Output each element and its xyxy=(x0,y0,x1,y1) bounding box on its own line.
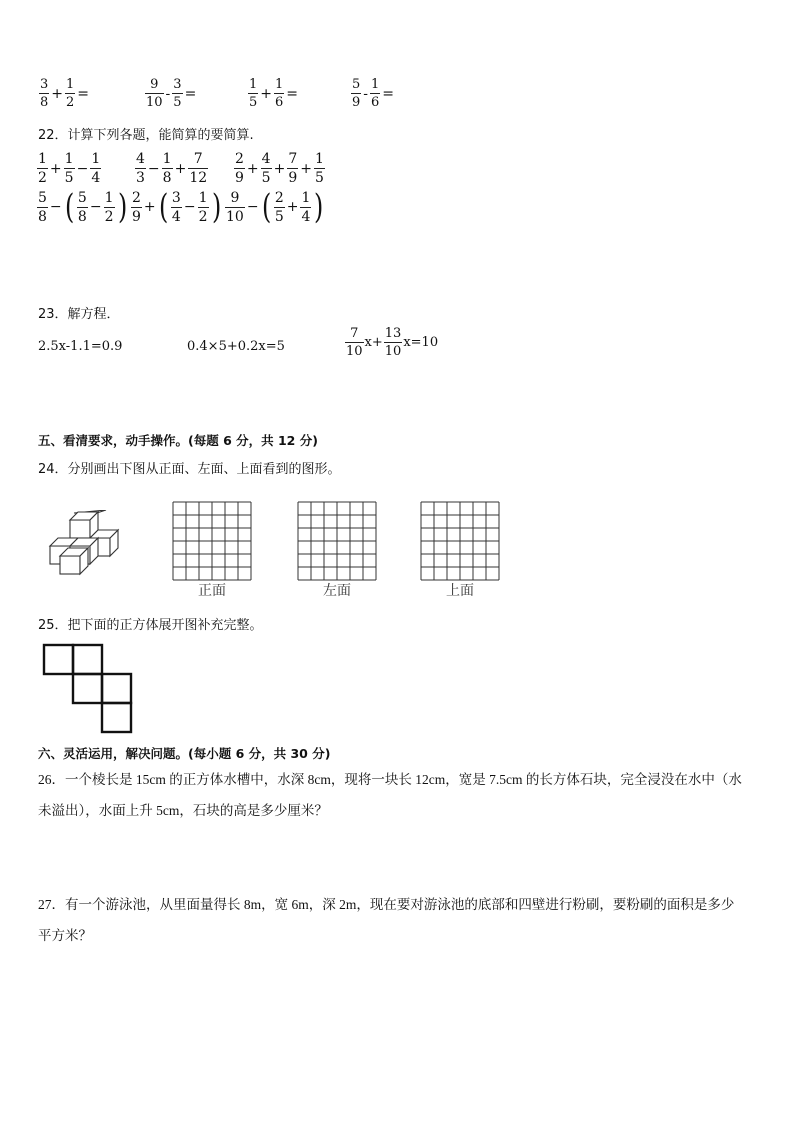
q22-expr-1: 1 2 + $\frac{1}{5}$ − $\frac{1}{4}$ xyxy=(38,151,101,186)
fraction: 5 9 xyxy=(352,77,361,110)
q21-expr-3: 1 5 + $\frac{1}{6}$ = xyxy=(249,77,299,110)
q21-expr-2: 9 10 - $\frac{3}{5}$ = xyxy=(146,77,197,110)
equation-1: 2.5x-1.1=0.9 xyxy=(38,339,123,354)
left-view-label: 左面 xyxy=(323,584,351,599)
q22-expr-3: 2 9 + $\frac{4}{5}$ + $\frac{7}{9}$ + $\frac{1}{5}$ xyxy=(235,151,324,186)
section-heading-6: 六、灵活运用，解决问题。(每小题 6 分，共 30 分) xyxy=(38,746,331,761)
front-view-grid[interactable] xyxy=(172,501,252,581)
q22-expr-2: 4 3 − $\frac{1}{8}$ + $\frac{7}{12}$ xyxy=(136,151,208,186)
cube-net-figure xyxy=(42,643,134,735)
fraction: $\frac{1}{6}$ xyxy=(371,77,380,110)
q22-expr-4: 5 8 − ( 5 8 − $\frac{1}{2}$ ) xyxy=(38,187,127,227)
q21-expr-1: 3 8 + $\frac{1}{2}$ = xyxy=(40,77,90,110)
q22-title: 22．计算下列各题，能简算的要简算. xyxy=(38,128,254,143)
equation-3: 7 10 x+ $\frac{13}{10}$ x=10 xyxy=(346,326,439,359)
fraction: $\frac{1}{2}$ xyxy=(66,77,75,110)
section-heading-5: 五、看清要求，动手操作。(每题 6 分，共 12 分) xyxy=(38,433,318,448)
top-view-grid[interactable] xyxy=(420,501,500,581)
top-view-label: 上面 xyxy=(446,584,474,599)
q26-text: 26．一个棱长是 15cm 的正方体水槽中，水深 8cm，现将一块长 12cm，宽是 7.5cm 的长方体石块，完全浸没在水中（水 未溢出），水面上升 5cm，石块的高是多少厘米？ xyxy=(38,772,742,818)
q24-title: 24．分别画出下图从正面、左面、上面看到的图形。 xyxy=(38,462,341,477)
front-view-label: 正面 xyxy=(198,584,226,599)
q25-title: 25．把下面的正方体展开图补充完整。 xyxy=(38,618,263,633)
fraction: $\frac{1}{6}$ xyxy=(275,77,284,110)
fraction: $\frac{3}{5}$ xyxy=(173,77,182,110)
fraction: 3 8 xyxy=(40,77,49,110)
equation-2: 0.4×5+0.2x=5 xyxy=(187,339,285,354)
cube-stack-figure xyxy=(40,510,126,576)
fraction: 9 10 xyxy=(146,77,163,110)
q22-expr-6: 9 10 − ( 2 5 + $\frac{1}{4}$ ) xyxy=(226,187,324,227)
left-view-grid[interactable] xyxy=(297,501,377,581)
q27-text: 27．有一个游泳池，从里面量得长 8m，宽 6m，深 2m，现在要对游泳池的底部和四壁进行粉刷，要粉刷的面积是多少 平方米？ xyxy=(38,897,735,943)
fraction: 1 5 xyxy=(249,77,258,110)
q21-expr-4: 5 9 - $\frac{1}{6}$ = xyxy=(352,77,395,110)
q22-expr-5: 2 9 + ( 3 4 − $\frac{1}{2}$ ) xyxy=(132,187,221,227)
q23-title: 23．解方程． xyxy=(38,307,120,322)
